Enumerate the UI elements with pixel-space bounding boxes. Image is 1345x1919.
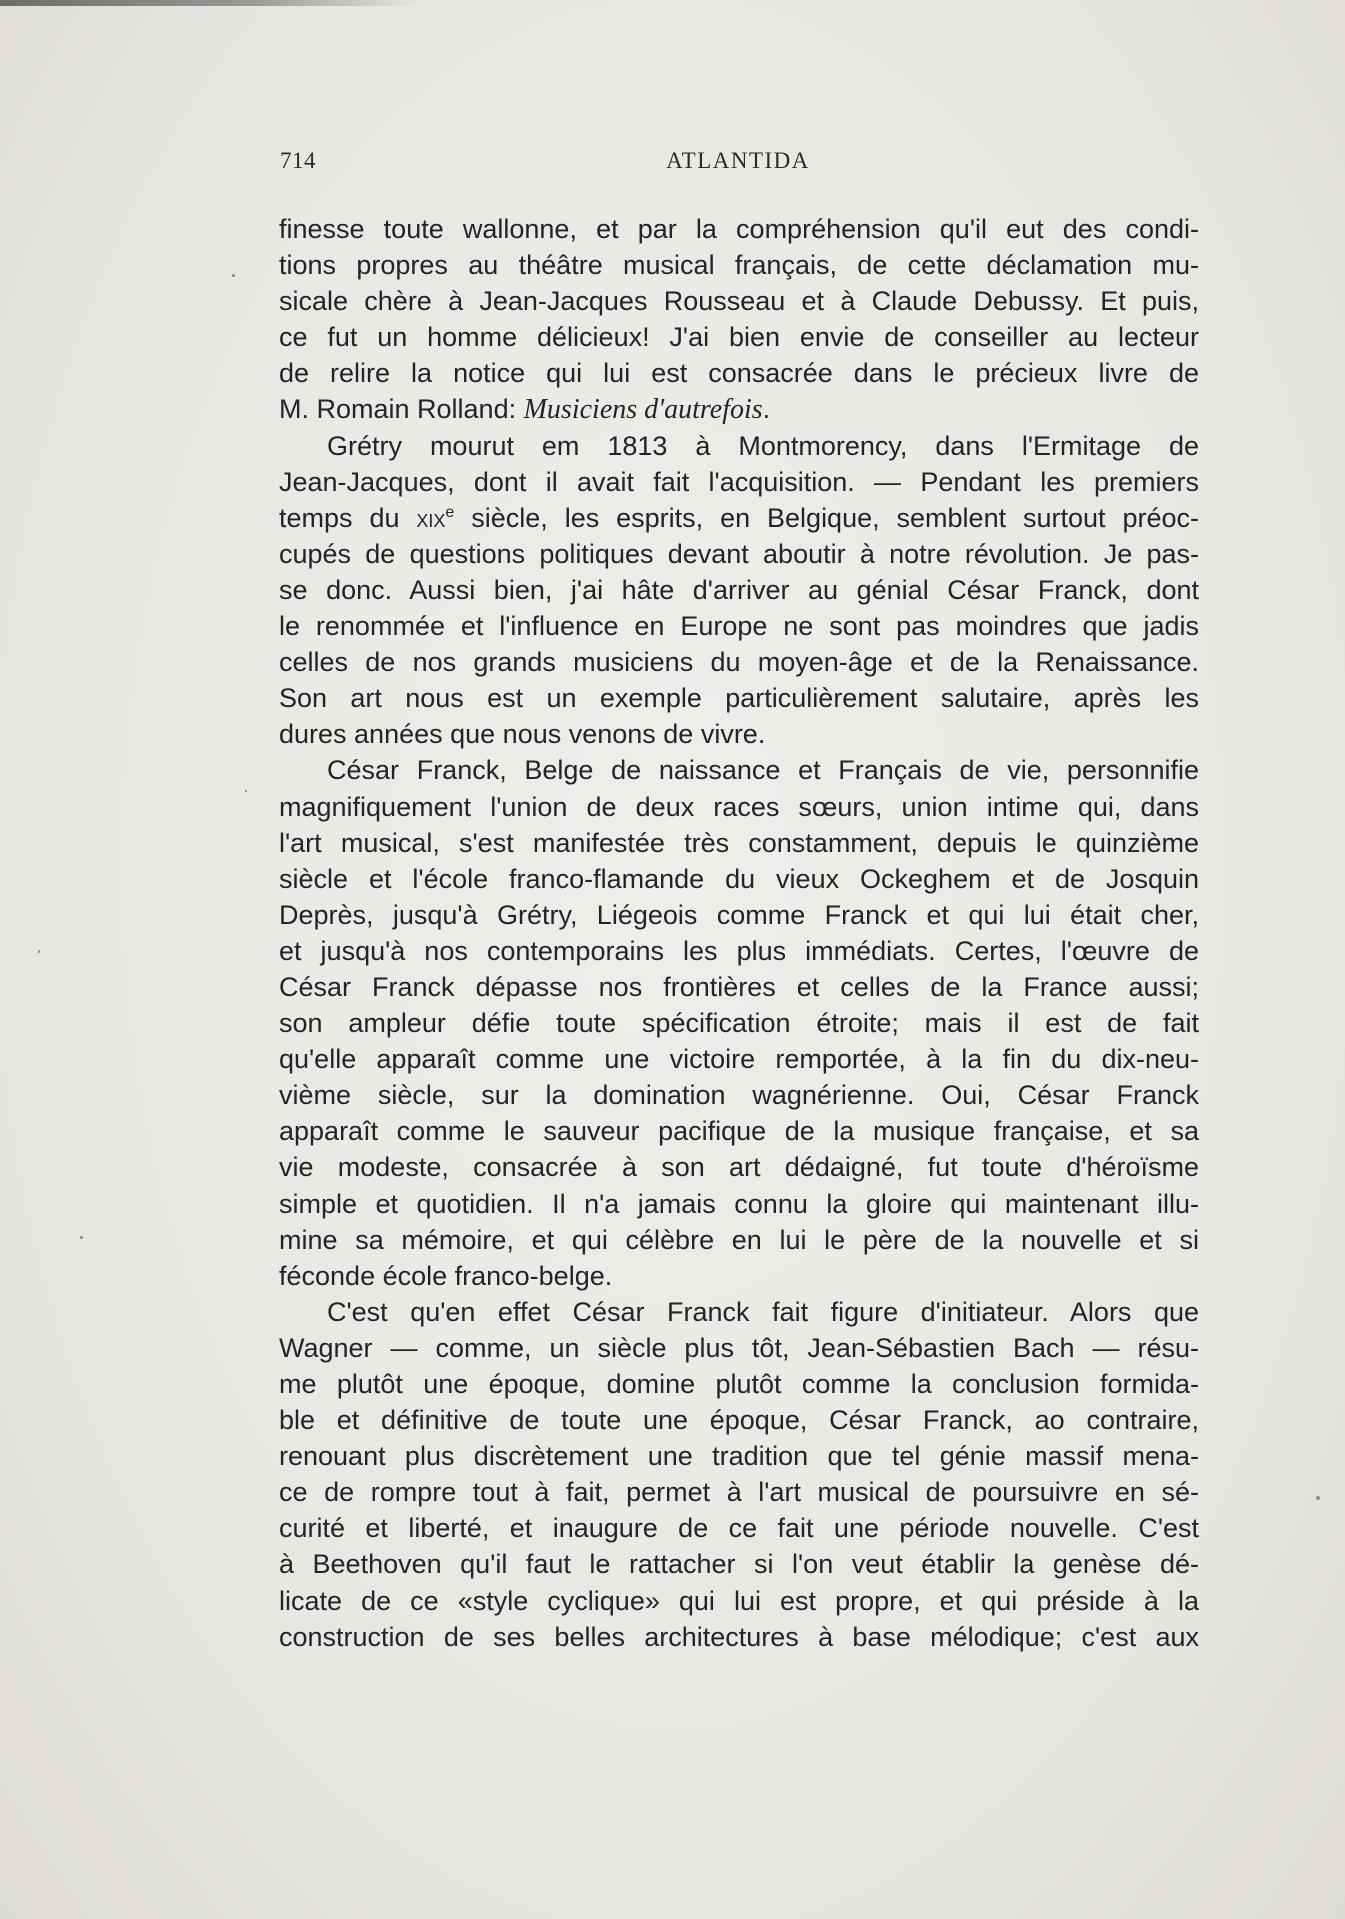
- text-line: celles de nos grands musiciens du moyen-âge et de la Renaissance.: [279, 647, 1199, 678]
- text-line: se donc. Aussi bien, j'ai hâte d'arriver au génial César Franck, dont: [279, 574, 1199, 605]
- text-line: finesse toute wallonne, et par la compréhension qu'il eut des condi-: [279, 214, 1199, 244]
- text-line: me plutôt une époque, domine plutôt comme la conclusion formida-: [279, 1369, 1199, 1399]
- text-line: Deprès, jusqu'à Grétry, Liégeois comme Franck et qui lui était cher,: [279, 899, 1199, 930]
- text-run: temps du: [279, 502, 417, 533]
- text-line: à Beethoven qu'il faut le rattacher si l'on veut établir la genèse dé-: [279, 1549, 1199, 1580]
- text-line: son ampleur défie toute spécification étroite; mais il est de fait: [279, 1008, 1199, 1039]
- body-text: [279, 211, 1199, 1655]
- text-line: dures années que nous venons de vivre.: [279, 719, 766, 750]
- text-run: siècle, les esprits, en Belgique, semblent surtout préoc-: [454, 502, 1199, 533]
- scan-edge-shadow: [0, 0, 420, 6]
- text-line: ble et définitive de toute une époque, César Franck, ao contraire,: [279, 1405, 1199, 1436]
- text-line: cupés de questions politiques devant aboutir à notre révolution. Je pas-: [279, 538, 1199, 569]
- book-title: Musiciens d'autrefois: [523, 394, 763, 426]
- text-line: tions propres au théâtre musical français, de cette déclamation mu-: [279, 250, 1199, 281]
- text-line: l'art musical, s'est manifestée très constamment, depuis le quinzième: [279, 827, 1199, 858]
- text-line: construction de ses belles architectures à base mélodique; c'est aux: [279, 1621, 1199, 1652]
- text-line: Grétry mourut em 1813 à Montmorency, dans l'Ermitage de: [327, 430, 1199, 461]
- text-line: [279, 391, 1199, 427]
- text-run: M. Romain Rolland:: [279, 394, 524, 425]
- text-line: ce fut un homme délicieux! J'ai bien envie de conseiller au lecteur: [279, 322, 1199, 353]
- running-title: ATLANTIDA: [666, 148, 810, 173]
- text-line: licate de ce «style cyclique» qui lui est propre, et qui préside à la: [279, 1585, 1199, 1616]
- text-line: mine sa mémoire, et qui célèbre en lui le père de la nouvelle et si: [279, 1224, 1199, 1255]
- page-number: 714: [280, 148, 316, 173]
- superscript: e: [445, 503, 455, 521]
- text-line: sicale chère à Jean-Jacques Rousseau et à Claude Debussy. Et puis,: [279, 286, 1199, 317]
- text-run: .: [762, 394, 771, 425]
- text-line: siècle et l'école franco-flamande du vieux Ockeghem et de Josquin: [279, 863, 1199, 894]
- text-line: simple et quotidien. Il n'a jamais connu la gloire qui maintenant illu-: [279, 1188, 1199, 1219]
- text-line: C'est qu'en effet César Franck fait figure d'initiateur. Alors que: [327, 1296, 1199, 1327]
- text-line: César Franck dépasse nos frontières et celles de la France aussi;: [279, 971, 1199, 1002]
- paper-speck: [1316, 1496, 1320, 1500]
- text-line: vième siècle, sur la domination wagnérienne. Oui, César Franck: [279, 1080, 1199, 1111]
- text-line: féconde école franco-belge.: [279, 1260, 613, 1291]
- text-line: apparaît comme le sauveur pacifique de la musique française, et sa: [279, 1116, 1199, 1147]
- text-line: qu'elle apparaît comme une victoire remportée, à la fin du dix-neu-: [279, 1044, 1199, 1075]
- text-line: [279, 500, 1199, 536]
- text-line: renouant plus discrètement une tradition que tel génie massif mena-: [279, 1441, 1199, 1472]
- text-line: ce de rompre tout à fait, permet à l'art musical de poursuivre en sé-: [279, 1477, 1199, 1508]
- text-line: Jean-Jacques, dont il avait fait l'acquisition. — Pendant les premiers: [279, 466, 1199, 497]
- text-line: le renommée et l'influence en Europe ne sont pas moindres que jadis: [279, 611, 1199, 642]
- text-line: de relire la notice qui lui est consacrée dans le précieux livre de: [279, 358, 1199, 389]
- paper-speck: [38, 950, 40, 953]
- paper-speck: [245, 790, 247, 792]
- text-line: magnifiquement l'union de deux races sœurs, union intime qui, dans: [279, 791, 1199, 822]
- text-line: Son art nous est un exemple particulièrement salutaire, après les: [279, 683, 1199, 714]
- text-line: César Franck, Belge de naissance et Français de vie, personnifie: [327, 755, 1199, 786]
- text-line: curité et liberté, et inaugure de ce fait une période nouvelle. C'est: [279, 1513, 1199, 1544]
- text-line: vie modeste, consacrée à son art dédaigné, fut toute d'héroïsme: [279, 1152, 1199, 1183]
- text-line: Wagner — comme, un siècle plus tôt, Jean-Sébastien Bach — résu-: [279, 1332, 1199, 1363]
- page-header: [280, 148, 1196, 178]
- paper-speck: [232, 274, 235, 277]
- text-line: et jusqu'à nos contemporains les plus immédiats. Certes, l'œuvre de: [279, 935, 1199, 966]
- century-numeral: xix: [416, 504, 446, 533]
- paper-speck: [80, 1236, 83, 1239]
